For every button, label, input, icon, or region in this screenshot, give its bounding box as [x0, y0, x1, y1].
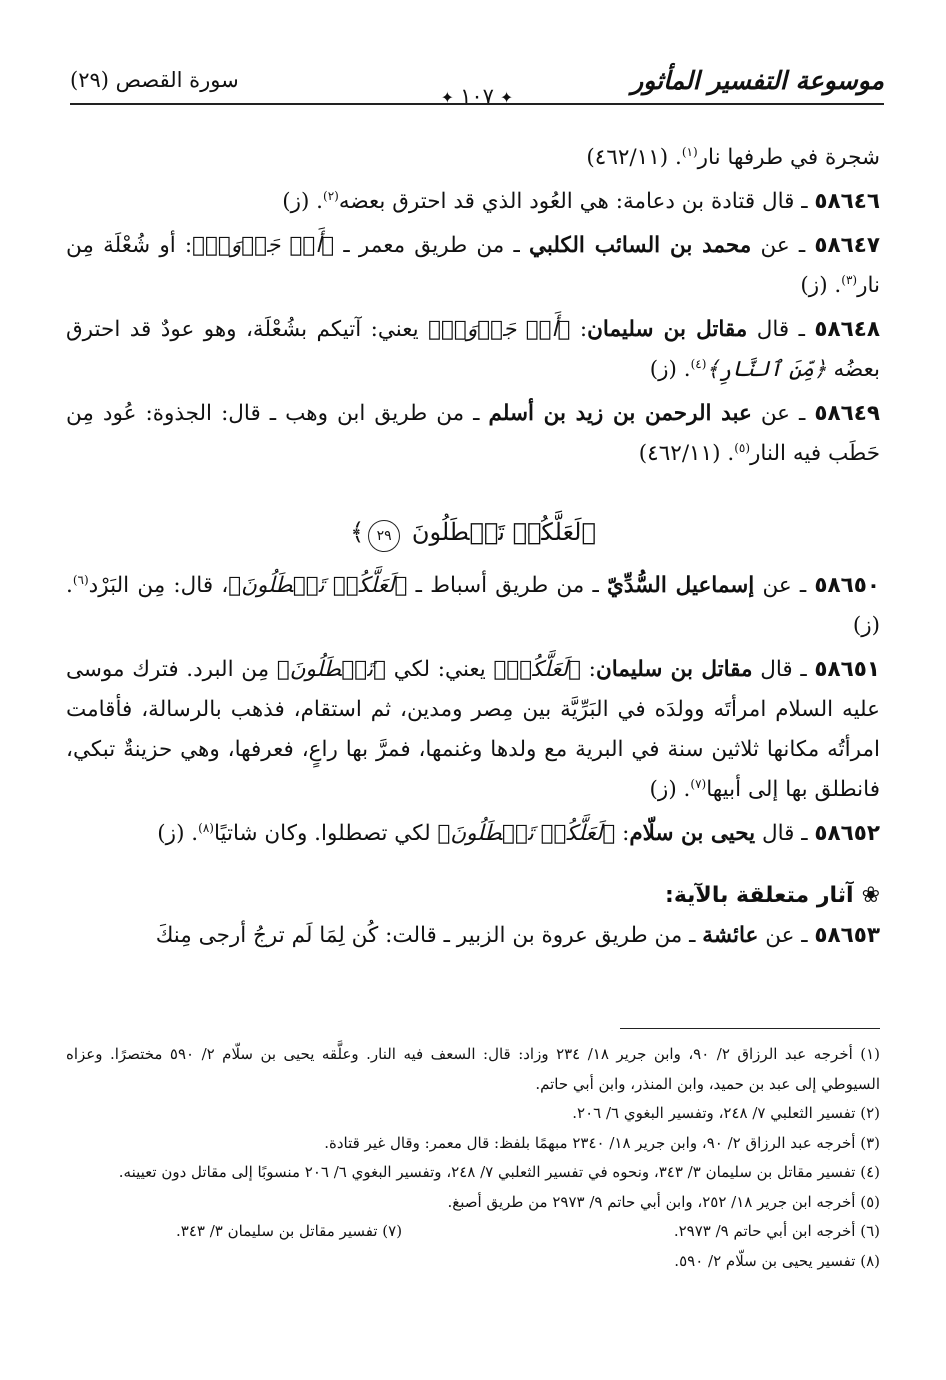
flower-ornament-icon: ❀	[861, 883, 880, 908]
surah-title: سورة القصص (٢٩)	[70, 68, 239, 92]
section-heading	[66, 876, 880, 916]
narration-number: ٥٨٦٥٣	[814, 923, 880, 948]
quran-quote: ﴿لَعَلَّكُمۡ﴾	[493, 657, 581, 682]
footnote-ref: (١)	[681, 144, 698, 159]
paragraph-tail: . (ز)	[800, 273, 842, 298]
narration-number: ٥٨٦٤٧	[814, 233, 880, 258]
paragraph-text: ، قال: مِن البَرْد	[88, 573, 229, 598]
narration-58651	[66, 650, 880, 810]
paragraph-text: يعني: لكي	[386, 657, 494, 682]
paragraph-text: ـ قال قتادة بن دعامة: هي العُود الذي قد احترق بعضه	[338, 189, 815, 214]
header-divider	[70, 103, 884, 105]
paragraph-text: : أو شُعْلَة مِن نار	[66, 233, 880, 298]
paragraph-text: :	[570, 317, 588, 342]
footnote-1: (١) أخرجه عبد الرزاق ٢/ ٩٠، وابن جرير ١٨/ ٢٣٤ وزاد: قال: السعف فيه النار. وعلَّقه يحيى بن سلّام ٢/ ٥٩٠ مختصرًا. وعزاه السيوطي إلى عبد بن حميد، وابن المنذر، وابن أبي حاتم.	[66, 1045, 881, 1093]
ayah-heading	[66, 512, 880, 552]
narration-number: ٥٨٦٥١	[814, 657, 880, 682]
footnote-ref: (٢)	[323, 188, 339, 203]
quran-quote: ﴿أَوۡ جَذۡوَةٖ﴾	[428, 317, 571, 342]
narration-number: ٥٨٦٤٩	[814, 401, 880, 426]
paragraph-text: :	[581, 657, 596, 682]
quran-quote: ﴿مِّنَ ٱلنَّارِ﴾	[706, 357, 827, 382]
narration-58648	[66, 310, 880, 390]
footnote-ref: (٦)	[72, 572, 89, 587]
ayah-number-badge: ٢٩	[368, 520, 400, 552]
footnote-5: (٥) أخرجه ابن جرير ١٨/ ٢٥٢، وابن أبي حاتم ٩/ ٢٩٧٣ من طريق أصبغ.	[447, 1192, 880, 1211]
paragraph-tail: . (ز)	[282, 189, 324, 214]
footnote-6: (٦) أخرجه ابن أبي حاتم ٩/ ٢٩٧٣.	[673, 1222, 880, 1240]
narration-58652	[66, 814, 880, 854]
paragraph-text: :	[615, 821, 630, 846]
paragraph-text: ـ من طريق أسباط ـ	[407, 573, 607, 598]
paragraph-text: مِن البرد. فترك موسى عليه السلام امرأتَه وولدَه في البَرِّيَّة بين مِصر ومدين، ثم استقام، فذهب بالرسالة، فأقامت امرأتُه مكانها ثلاثين سنة في البرية مع ولدها وغنمها، فمرَّ بها راعٍ، فعرفها، وهي حزينةٌ تبكي، فانطلق بها إلى أبيها	[66, 657, 880, 802]
footnote-row	[66, 1217, 880, 1247]
main-text	[66, 138, 880, 956]
narrator-name: عبد الرحمن بن زيد بن أسلم	[488, 401, 752, 426]
ayah-text: ﴿لَعَلَّكُمۡ تَصۡطَلُونَ	[411, 518, 596, 546]
quran-quote: ﴿تَصۡطَلُونَ﴾	[276, 657, 387, 682]
narrator-name: يحيى بن سلّام	[629, 821, 756, 846]
footnote-ref: (٥)	[734, 440, 751, 455]
narrator-name: مقاتل بن سليمان	[587, 317, 748, 342]
ayah-bracket: ﴾	[350, 518, 365, 546]
footnote-7: (٧) تفسير مقاتل بن سليمان ٣/ ٣٤٣.	[176, 1222, 403, 1240]
footnote-3: (٣) أخرجه عبد الرزاق ٢/ ٩٠، وابن جرير ١٨/ ٢٣٤٠ مبهمًا بلفظ: قال معمر: وقال غير قتادة.	[324, 1133, 880, 1152]
paragraph-tail: . (ز)	[66, 573, 880, 638]
paragraph-text: يعني: آتيكم بشُعْلَة، وهو عودٌ قد احترق بعضُه	[66, 317, 880, 382]
narration-58650	[66, 566, 880, 646]
page-number: ١٠٧	[460, 84, 494, 108]
footnotes	[66, 1040, 880, 1276]
narrator-name: عائشة	[702, 923, 759, 948]
paragraph-text: شجرة في طرفها نار	[697, 145, 880, 170]
narration-number: ٥٨٦٥٢	[814, 821, 880, 846]
paragraph-text: ـ عن	[754, 573, 815, 598]
narrator-name: مقاتل بن سليمان	[595, 657, 753, 682]
paragraph-text: لكي تصطلوا. وكان شاتيًا	[213, 821, 438, 846]
footnote-ref: (٨)	[198, 820, 214, 835]
paragraph-text: ـ قال	[752, 657, 815, 682]
section-heading-text: آثار متعلقة بالآية:	[665, 883, 854, 908]
narrator-name: إسماعيل السُّدِّيّ	[607, 573, 755, 598]
paragraph-text: ـ من طريق ابن وهب ـ قال: الجذوة: عُود مِن حَطَب فيه النار	[66, 401, 880, 466]
narration-58647	[66, 226, 880, 306]
paragraph-tail: . (٤٦٢/١١)	[586, 145, 682, 170]
quran-quote: ﴿لَعَلَّكُمۡ تَصۡطَلُونَ﴾	[228, 573, 408, 598]
paragraph-text: ـ من طريق معمر ـ	[334, 233, 529, 258]
footnote-ref: (٧)	[690, 776, 707, 791]
paragraph-tail: . (٤٦٢/١١)	[638, 441, 735, 466]
paragraph-tail: . (ز)	[649, 357, 691, 382]
footnote-4: (٤) تفسير مقاتل بن سليمان ٣/ ٣٤٣، ونحوه في تفسير الثعلبي ٧/ ٢٤٨، وتفسير البغوي ٦/ ٢٠٦ منسوبًا إلى مقاتل دون تعيينه.	[118, 1163, 880, 1181]
paragraph-text: ـ عن	[751, 233, 815, 258]
paragraph-text: ـ عن	[758, 923, 815, 948]
book-title: موسوعة التفسير المأثور	[631, 66, 884, 95]
narration-number: ٥٨٦٥٠	[814, 573, 880, 598]
quran-quote: ﴿أَوۡ جَذۡوَةٖ﴾	[192, 233, 335, 258]
ornament-icon: ✦	[499, 88, 514, 107]
narration-58646	[66, 182, 880, 222]
footnote-ref: (٣)	[841, 272, 858, 287]
paragraph-tail: . (ز)	[157, 821, 199, 846]
paragraph-text: ـ من طريق عروة بن الزبير ـ قالت: كُن لِمَا لَم ترجُ أرجى مِنكَ	[155, 923, 703, 948]
narration-number: ٥٨٦٤٨	[814, 317, 881, 342]
footnote-2: (٢) تفسير الثعلبي ٧/ ٢٤٨، وتفسير البغوي ٦/ ٢٠٦.	[572, 1104, 880, 1122]
ornament-icon: ✦	[440, 88, 455, 107]
paragraph-text: ـ عن	[751, 401, 815, 426]
footnote-8: (٨) تفسير يحيى بن سلّام ٢/ ٥٩٠.	[674, 1251, 880, 1270]
quran-quote: ﴿لَعَلَّكُمۡ تَصۡطَلُونَ﴾	[437, 821, 616, 846]
paragraph-text: ـ قال	[747, 317, 815, 342]
narration-number: ٥٨٦٤٦	[814, 189, 880, 214]
footnote-ref: (٤)	[690, 356, 707, 371]
footnote-divider	[620, 1028, 880, 1029]
narration-58653	[66, 916, 880, 956]
narration-58649	[66, 394, 880, 474]
page-header	[70, 66, 884, 108]
paragraph-text: ـ قال	[755, 821, 815, 846]
paragraph	[66, 138, 880, 178]
paragraph-tail: . (ز)	[649, 777, 691, 802]
narrator-name: محمد بن السائب الكلبي	[528, 233, 752, 258]
